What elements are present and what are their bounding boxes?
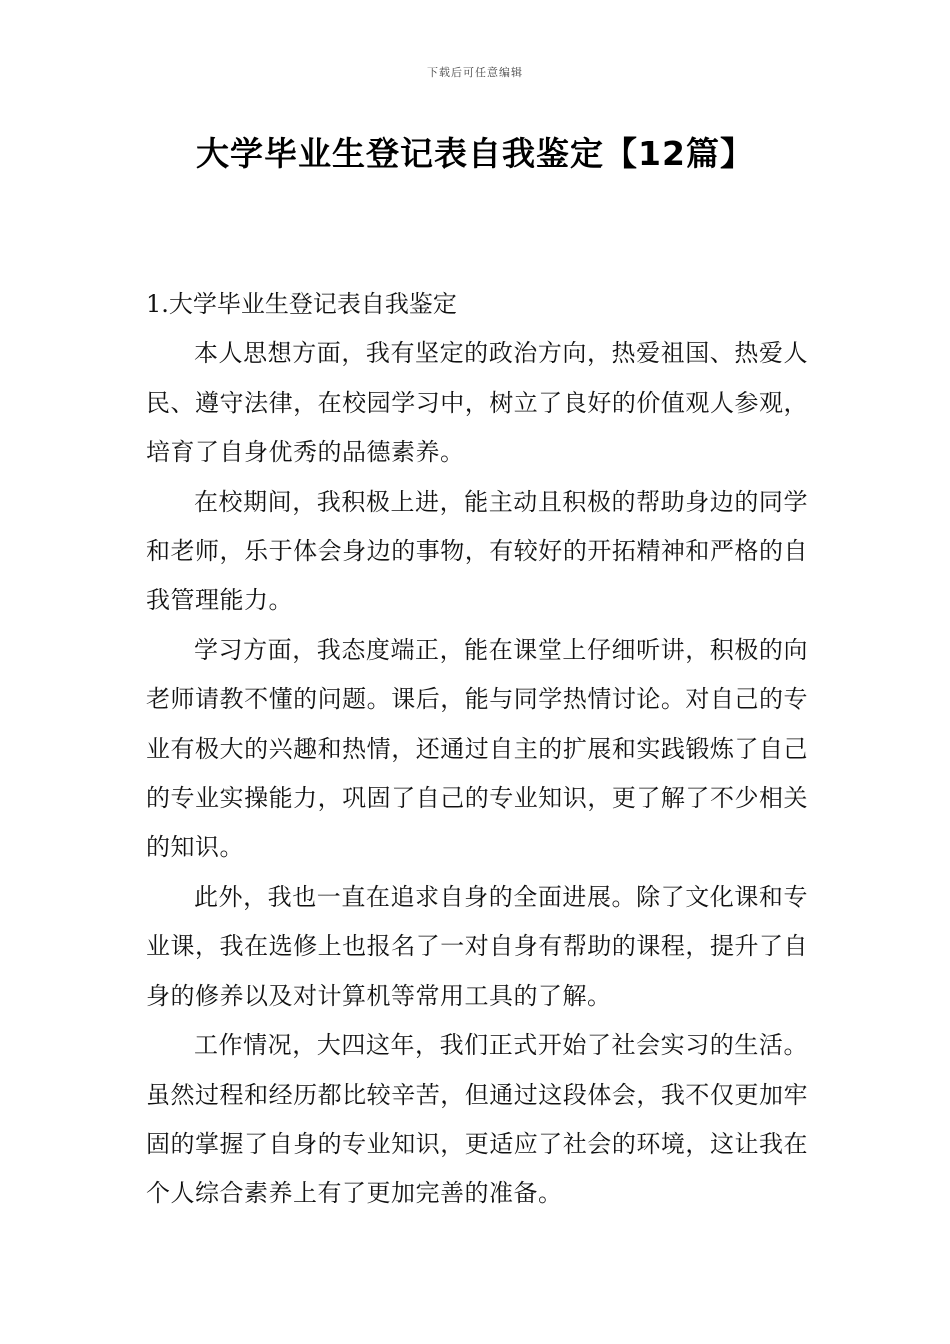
paragraph: 工作情况，大四这年，我们正式开始了社会实习的生活。虽然过程和经历都比较辛苦，但通过这段体会，我不仅更加牢固的掌握了自身的专业知识，更适应了社会的环境，这让我在个人综合素养上有了更加完善的准备。 [146,1031,808,1208]
paragraph: 本人思想方面，我有坚定的政治方向，热爱祖国、热爱人民、遵守法律，在校园学习中，树立了良好的价值观人参观，培育了自身优秀的品德素养。 [146,339,808,467]
paragraph: 在校期间，我积极上进，能主动且积极的帮助身边的同学和老师，乐于体会身边的事物，有较好的开拓精神和严格的自我管理能力。 [146,487,808,615]
document-title: 大学毕业生登记表自我鉴定【12篇】 [196,134,754,173]
section-heading: 1.大学毕业生登记表自我鉴定 [146,290,457,318]
document-body [146,280,808,1219]
header-note: 下载后可任意编辑 [427,66,523,79]
paragraph: 此外，我也一直在追求自身的全面进展。除了文化课和专业课，我在选修上也报名了一对自身有帮助的课程，提升了自身的修养以及对计算机等常用工具的了解。 [146,882,808,1010]
paragraph: 学习方面，我态度端正，能在课堂上仔细听讲，积极的向老师请教不懂的问题。课后，能与同学热情讨论。对自己的专业有极大的兴趣和热情，还通过自主的扩展和实践锻炼了自己的专业实操能力，巩固了自己的专业知识，更了解了不少相关的知识。 [146,635,808,862]
